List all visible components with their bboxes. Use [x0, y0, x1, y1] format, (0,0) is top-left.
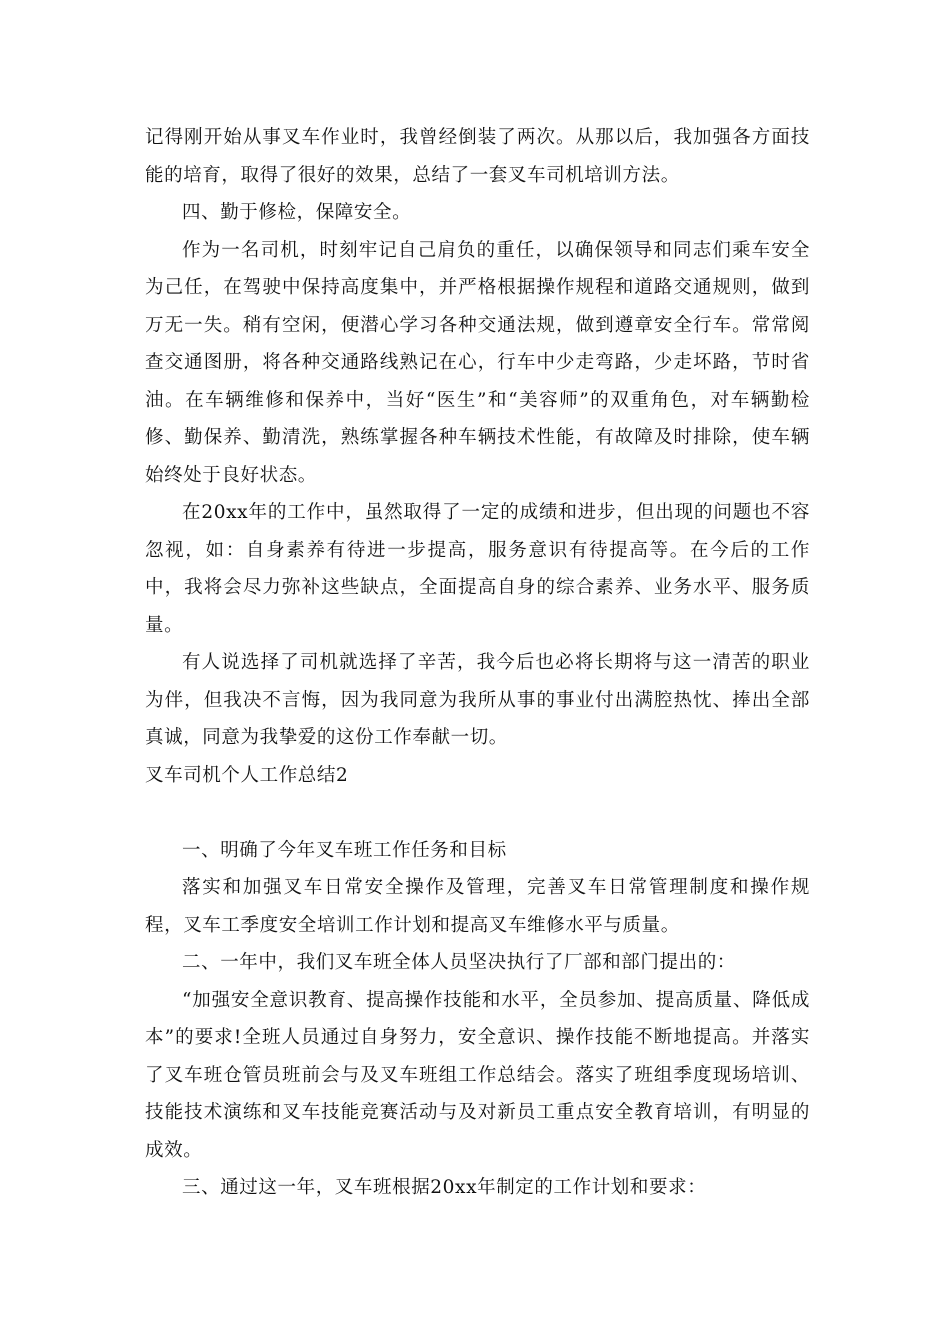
paragraph-2-heading: 四、勤于修检，保障安全。: [182, 202, 412, 223]
document-body: [145, 119, 810, 1207]
paragraph-3: 作为一名司机，时刻牢记自己肩负的重任，以确保领导和同志们乘车安全为己任，在驾驶中保持高度集中，并严格根据操作规程和道路交通规则，做到万无一失。稍有空闲，便潜心学习各种交通法规，做到遵章安全行车。常常阅查交通图册，将各种交通路线熟记在心，行车中少走弯路，少走坏路，节时省油。在车辆维修和保养中，当好“医生”和“美容师”的双重角色，对车辆勤检修、勤保养、勤清洗，熟练掌握各种车辆技术性能，有故障及时排除，使车辆始终处于良好状态。: [145, 239, 810, 486]
blank-line: [145, 794, 810, 832]
section2-paragraph-1: 落实和加强叉车日常安全操作及管理，完善叉车日常管理制度和操作规程，叉车工季度安全培训工作计划和提高叉车维修水平与质量。: [145, 877, 810, 936]
section2-item-3: 三、通过这一年，叉车班根据20xx年制定的工作计划和要求：: [182, 1177, 707, 1198]
paragraph-4: 在20xx年的工作中，虽然取得了一定的成绩和进步，但出现的问题也不容忽视，如：自身素养有待进一步提高，服务意识有待提高等。在今后的工作中，我将会尽力弥补这些缺点，全面提高自身的综合素养、业务水平、服务质量。: [145, 502, 810, 636]
section2-item-2: 二、一年中，我们叉车班全体人员坚决执行了厂部和部门提出的：: [182, 952, 736, 973]
paragraph-5: 有人说选择了司机就选择了辛苦，我今后也必将长期将与这一清苦的职业为伴，但我决不言悔，因为我同意为我所从事的事业付出满腔热忱、捧出全部真诚，同意为我挚爱的这份工作奉献一切。: [145, 652, 810, 748]
section-title: 叉车司机个人工作总结2: [145, 764, 349, 786]
section2-paragraph-2: “加强安全意识教育、提高操作技能和水平，全员参加、提高质量、降低成本”的要求!全班人员通过自身努力，安全意识、操作技能不断地提高。并落实了叉车班仓管员班前会与及叉车班组工作总结会。落实了班组季度现场培训、技能技术演练和叉车技能竞赛活动与及对新员工重点安全教育培训，有明显的成效。: [145, 989, 810, 1161]
paragraph-1: 记得刚开始从事叉车作业时，我曾经倒装了两次。从那以后，我加强各方面技能的培育，取得了很好的效果，总结了一套叉车司机培训方法。: [145, 127, 810, 186]
section2-item-1: 一、明确了今年叉车班工作任务和目标: [182, 839, 507, 861]
